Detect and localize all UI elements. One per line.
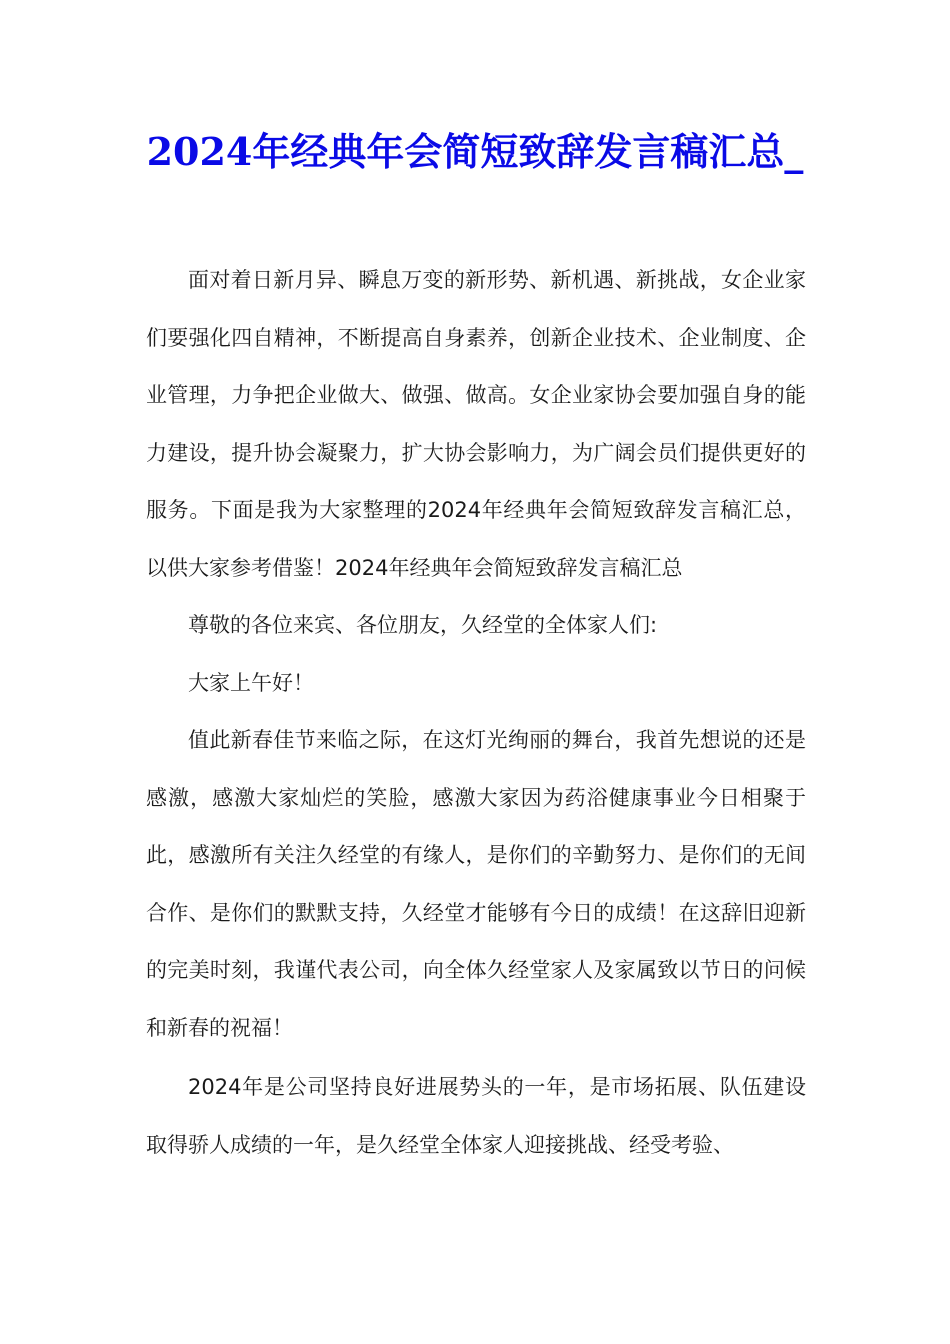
paragraph-thanks: 值此新春佳节来临之际，在这灯光绚丽的舞台，我首先想说的还是感激，感激大家灿烂的笑脸，感激大家因为药浴健康事业今日相聚于此，感激所有关注久经堂的有缘人，是你们的辛勤努力、是你们的无间合作、是你们的默默支持，久经堂才能够有今日的成绩！在这辞旧迎新的完美时刻，我谨代表公司，向全体久经堂家人及家属致以节日的问候和新春的祝福！: [146, 728, 806, 1040]
paragraph-greeting: 大家上午好！: [188, 670, 314, 695]
document-title: 2024年经典年会简短致辞发言稿汇总_: [146, 129, 804, 174]
paragraph-intro: 面对着日新月异、瞬息万变的新形势、新机遇、新挑战，女企业家们要强化四自精神，不断提高自身素养，创新企业技术、企业制度、企业管理，力争把企业做大、做强、做高。女企业家协会要加强自身的能力建设，提升协会凝聚力，扩大协会影响力，为广阔会员们提供更好的服务。下面是我为大家整理的2024年经典年会简短致辞发言稿汇总，以供大家参考借鉴！2024年经典年会简短致辞发言稿汇总: [146, 268, 806, 580]
document-body: [146, 252, 806, 1174]
paragraph-salutation: 尊敬的各位来宾、各位朋友，久经堂的全体家人们:: [188, 613, 658, 637]
paragraph-review: 2024年是公司坚持良好进展势头的一年，是市场拓展、队伍建设取得骄人成绩的一年，是久经堂全体家人迎接挑战、经受考验、: [146, 1075, 806, 1157]
